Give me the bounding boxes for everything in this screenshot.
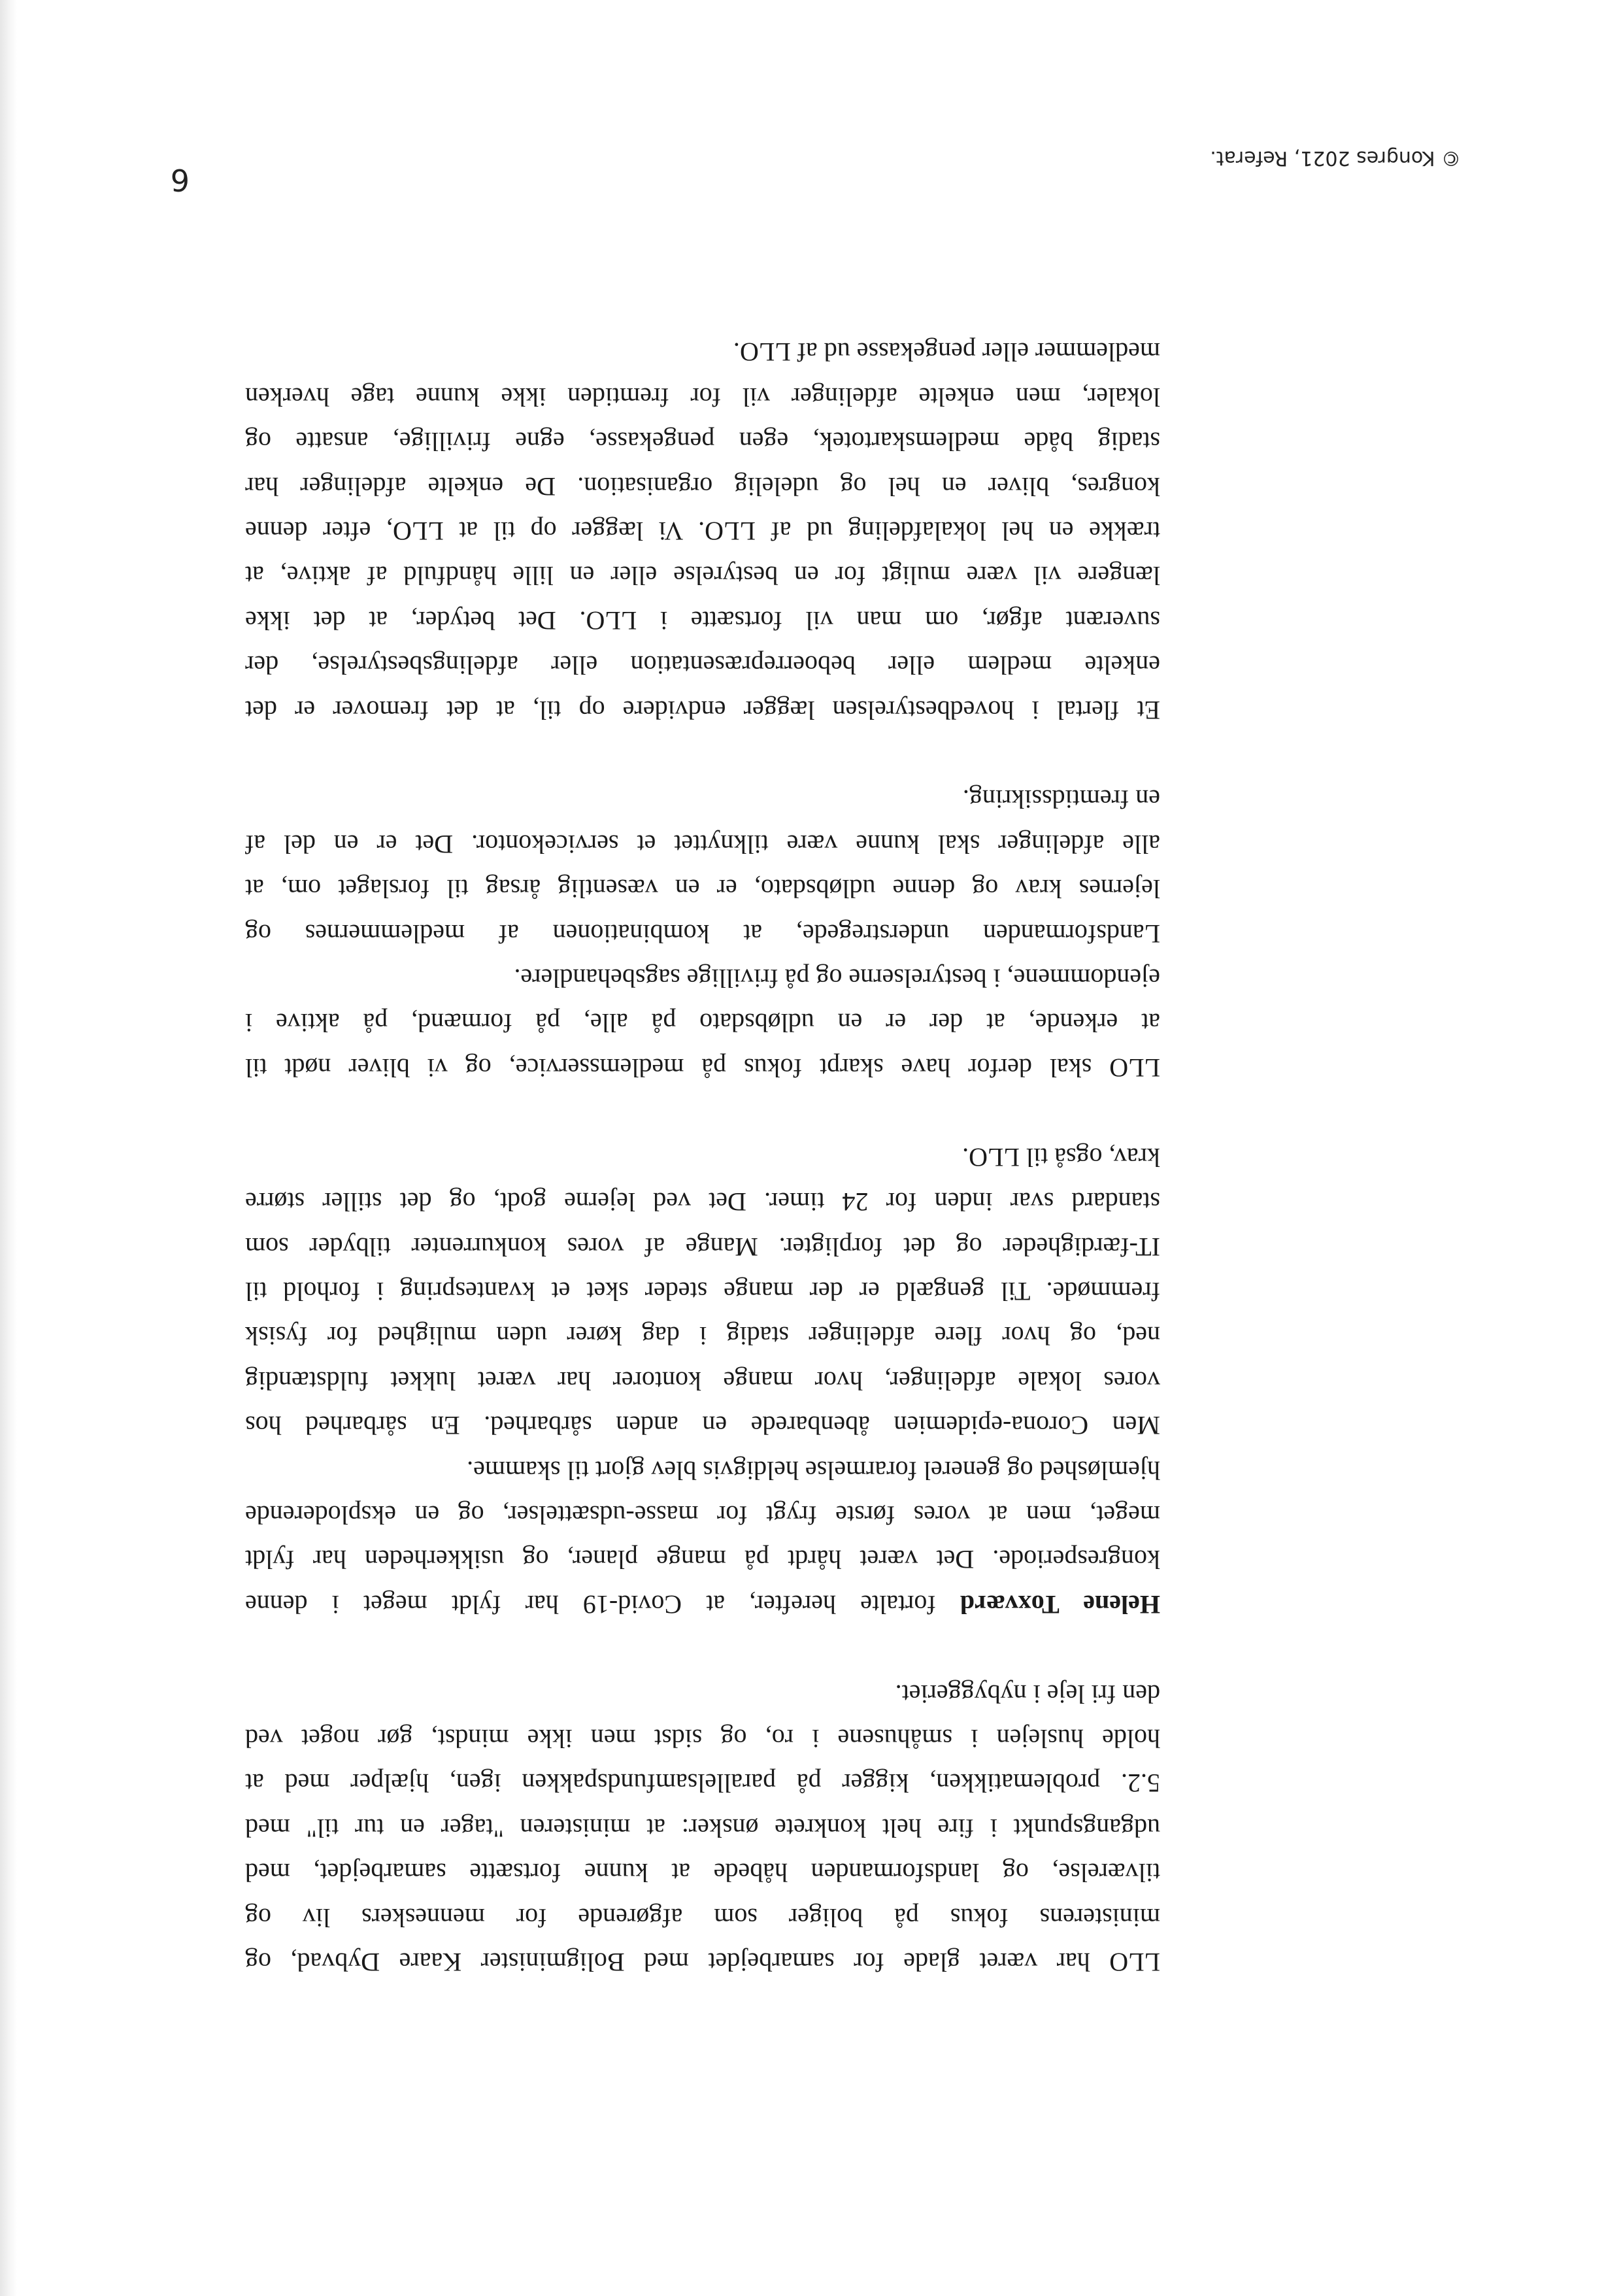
text-line: IT-færdigheder og det forpligter. Mange af vores konkurrenter tilbyder som bbox=[245, 1232, 1160, 1262]
text-line: ejendommene, i bestyrelserne og på frivillige sagsbehandlere. bbox=[514, 964, 1160, 994]
text-line: Et flertal i hovedbestyrelsen lægger endvidere op til, at det fremover er det bbox=[245, 695, 1160, 725]
speaker-name: Helene Toxværd bbox=[960, 1589, 1160, 1619]
text-line: en fremtidssikring. bbox=[962, 785, 1160, 815]
text-line: 5.2. problematikken, kigger på parallelsamfundspakken igen, hjælper med at bbox=[245, 1768, 1160, 1798]
text-line: udgangspunkt i fire helt konkrete ønsker: at ministeren "tager en tur til" med bbox=[245, 1813, 1160, 1843]
text-line-rest: fortalte herefter, at Covid-19 har fyldt meget i denne bbox=[244, 1589, 960, 1619]
text-line: ned, og hvor flere afdelinger stadig i dag kører uden mulighed for fysisk bbox=[245, 1321, 1160, 1351]
text-line: at erkende, at der er en udløbsdato på alle, på formænd, på aktive i bbox=[245, 1008, 1160, 1038]
text-line: den fri leje i nybyggeriet. bbox=[895, 1679, 1160, 1709]
footer-copyright: © Kongres 2021, Referat. bbox=[1210, 146, 1461, 169]
text-line: meget, men at vores første frygt for masse-udsættelser, og en eksploderende bbox=[245, 1500, 1160, 1530]
text-line: fremmøde. Til gengæld er der mange steder sket et kvantespring i forhold til bbox=[245, 1276, 1160, 1306]
page-number: 6 bbox=[170, 162, 190, 197]
text-line: lejernes krav og denne udløbsdato, er en væsentlig årsag til forslaget om, at bbox=[245, 874, 1160, 904]
paragraph-llo-cooperation bbox=[245, 1671, 1160, 1984]
text-line: holde huslejen i småhusene i ro, og sidst men ikke mindst, gør noget ved bbox=[245, 1723, 1160, 1753]
text-line: alle afdelinger skal kunne være tilknyttet et servicekontor. Det er en del af bbox=[245, 829, 1160, 859]
document-body bbox=[245, 285, 1160, 1984]
text-line: LLO har været glade for samarbejdet med Boligminister Kaare Dybvad, og bbox=[245, 1948, 1160, 1977]
text-line: trække en hel lokalafdeling ud af LLO. Vi lægger op til at LLO, efter denne bbox=[245, 516, 1160, 547]
text-line: stadig både medlemskartotek, egen pengekasse, egne frivillige, ansatte og bbox=[245, 427, 1160, 457]
paragraph-helene-toxvaerd bbox=[245, 1134, 1160, 1626]
text-line: medlemmer eller pengekasse ud af LLO. bbox=[733, 337, 1160, 367]
text-line: vores lokale afdelinger, hvor mange kontorer har været lukket fuldstændig bbox=[245, 1366, 1160, 1396]
text-line-with-speaker bbox=[245, 1581, 1160, 1626]
text-line: kongres, bliver en hel og udelelig organisation. De enkelte afdelinger har bbox=[245, 471, 1160, 501]
scanner-edge-shadow bbox=[0, 0, 17, 2296]
text-line: længere vil være muligt for en bestyrelse eller en lille håndfuld af aktive, at bbox=[245, 561, 1160, 591]
paragraph-hovedbestyrelse bbox=[245, 329, 1160, 732]
text-line: standard svar inden for 24 timer. Det ved lejerne godt, og det stiller større bbox=[245, 1187, 1160, 1217]
text-line: krav, også til LLO. bbox=[962, 1142, 1160, 1172]
text-line: Landsformanden understregede, at kombinationen af medlemmernes og bbox=[245, 919, 1160, 949]
text-line: LLO skal derfor have skarpt fokus på medlemsservice, og vi bliver nødt til bbox=[245, 1053, 1160, 1083]
text-line: ministerens fokus på boliger som afgørende for menneskers liv og bbox=[245, 1902, 1160, 1933]
text-line: hjemløshed og generel forarmelse heldigvis blev gjort til skamme. bbox=[467, 1455, 1160, 1485]
text-line: Men Corona-epidemien åbenbarede en anden sårbarhed. En sårbarhed hos bbox=[245, 1411, 1160, 1441]
text-line: tilværelse, og landsformanden håbede at kunne fortsætte samarbejdet, med bbox=[245, 1858, 1160, 1888]
text-line: enkelte medlem eller beboerrepræsentation eller afdelingsbestyrelse, der bbox=[245, 650, 1160, 681]
text-line: suverænt afgør, om man vil fortsætte i LLO. Det betyder, at det ikke bbox=[245, 605, 1160, 635]
text-line: kongresperiode. Det været hårdt på mange planer, og usikkerheden har fyldt bbox=[245, 1545, 1160, 1575]
paragraph-medlemsservice bbox=[245, 777, 1160, 1090]
text-line: lokaler, men enkelte afdelinger vil for fremtiden ikke kunne tage hverken bbox=[245, 382, 1160, 412]
